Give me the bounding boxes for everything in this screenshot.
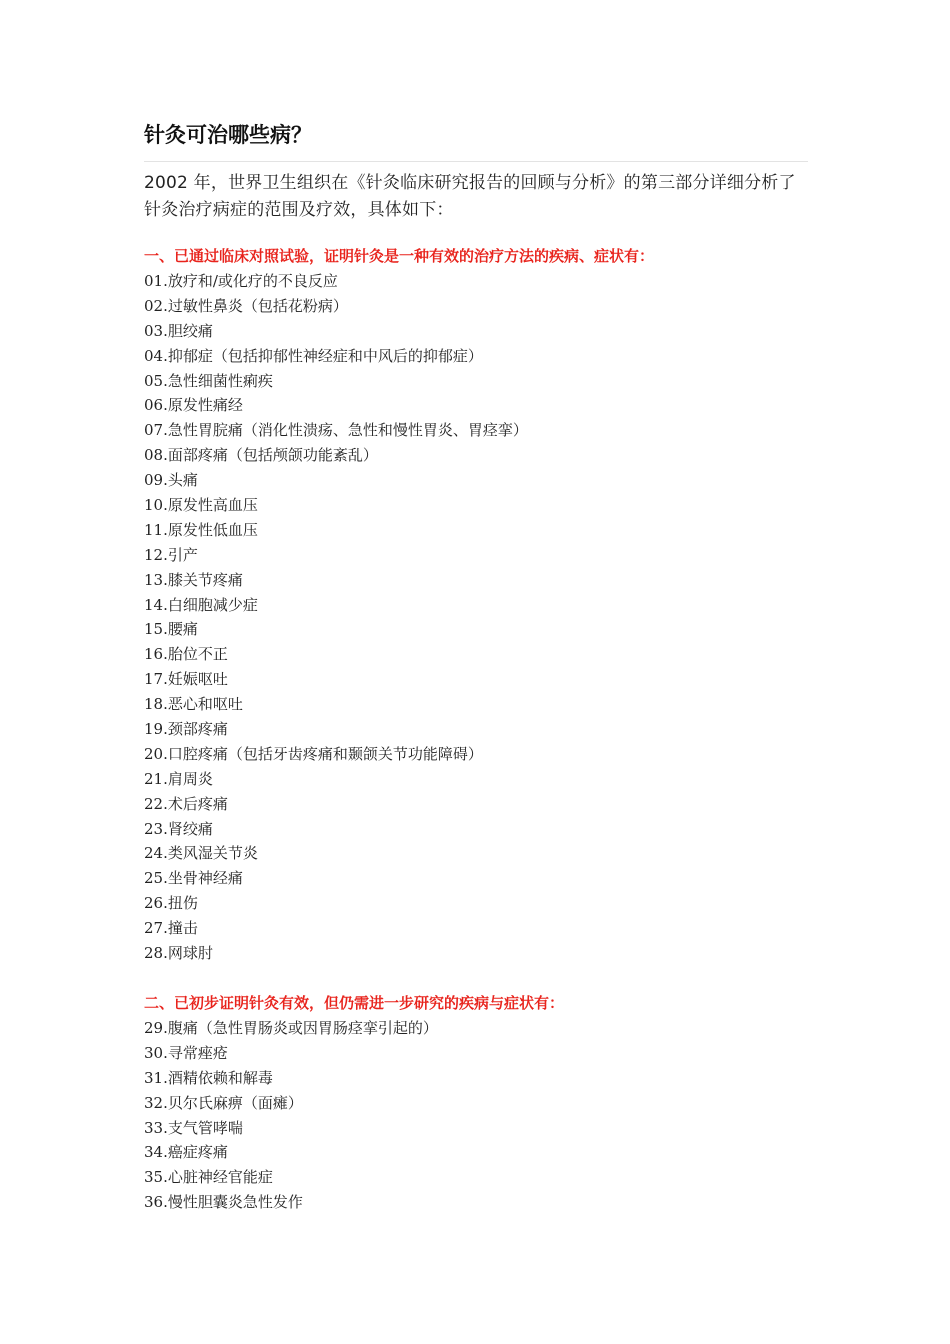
list-item: 22.术后疼痛 — [144, 794, 228, 813]
list-item: 10.原发性高血压 — [144, 496, 258, 515]
title-divider — [144, 161, 808, 162]
intro-paragraph: 2002 年，世界卫生组织在《针灸临床研究报告的回顾与分析》的第三部分详细分析了针灸治疗病症的范围及疗效，具体如下： — [144, 173, 796, 220]
section-heading: 一、已通过临床对照试验，证明针灸是一种有效的治疗方法的疾病、症状有： — [144, 247, 655, 265]
list-item: 34.癌症疼痛 — [144, 1143, 228, 1162]
list-item: 25.坐骨神经痛 — [144, 869, 243, 888]
list-item: 21.肩周炎 — [144, 769, 213, 788]
list-item: 04.抑郁症（包括抑郁性神经症和中风后的抑郁症） — [144, 346, 483, 365]
list-item: 36.慢性胆囊炎急性发作 — [144, 1193, 303, 1212]
list-item: 24.类风湿关节炎 — [144, 844, 258, 863]
list-item: 02.过敏性鼻炎（包括花粉病） — [144, 296, 348, 315]
list-item: 32.贝尔氏麻痹（面瘫） — [144, 1093, 303, 1112]
list-item: 12.引产 — [144, 545, 198, 564]
list-item: 28.网球肘 — [144, 944, 213, 963]
section-preliminary — [144, 991, 808, 1215]
list-item: 19.颈部疼痛 — [144, 720, 228, 739]
list-item: 01.放疗和/或化疗的不良反应 — [144, 272, 338, 290]
list-item: 26.扭伤 — [144, 894, 198, 913]
disease-list — [144, 1016, 808, 1215]
disease-list — [144, 269, 808, 966]
section-proven — [144, 244, 808, 966]
list-item: 35.心脏神经官能症 — [144, 1168, 273, 1187]
list-item: 16.胎位不正 — [144, 645, 228, 664]
section-heading: 二、已初步证明针灸有效，但仍需进一步研究的疾病与症状有： — [144, 993, 565, 1012]
list-item: 13.膝关节疼痛 — [144, 570, 243, 589]
list-item: 07.急性胃脘痛（消化性溃疡、急性和慢性胃炎、胃痉挛） — [144, 421, 528, 440]
list-item: 29.腹痛（急性胃肠炎或因胃肠痉挛引起的） — [144, 1018, 438, 1037]
article — [144, 118, 808, 1215]
list-item: 20.口腔疼痛（包括牙齿疼痛和颞颌关节功能障碍） — [144, 744, 483, 763]
list-item: 15.腰痛 — [144, 620, 198, 639]
list-item: 11.原发性低血压 — [144, 520, 258, 539]
list-item: 08.面部疼痛（包括颅颌功能紊乱） — [144, 446, 378, 465]
list-item: 17.妊娠呕吐 — [144, 670, 228, 689]
list-item: 33.支气管哮喘 — [144, 1118, 243, 1137]
list-item: 23.肾绞痛 — [144, 819, 213, 838]
list-item: 30.寻常痤疮 — [144, 1043, 228, 1062]
list-item: 05.急性细菌性痢疾 — [144, 371, 273, 390]
list-item: 18.恶心和呕吐 — [144, 695, 243, 714]
list-item: 03.胆绞痛 — [144, 321, 213, 340]
list-item: 27.撞击 — [144, 919, 198, 938]
list-item: 14.白细胞减少症 — [144, 595, 258, 614]
list-item: 09.头痛 — [144, 471, 198, 490]
page-title: 针灸可治哪些病？ — [144, 123, 312, 147]
list-item: 06.原发性痛经 — [144, 396, 243, 415]
list-item: 31.酒精依赖和解毒 — [144, 1068, 273, 1087]
